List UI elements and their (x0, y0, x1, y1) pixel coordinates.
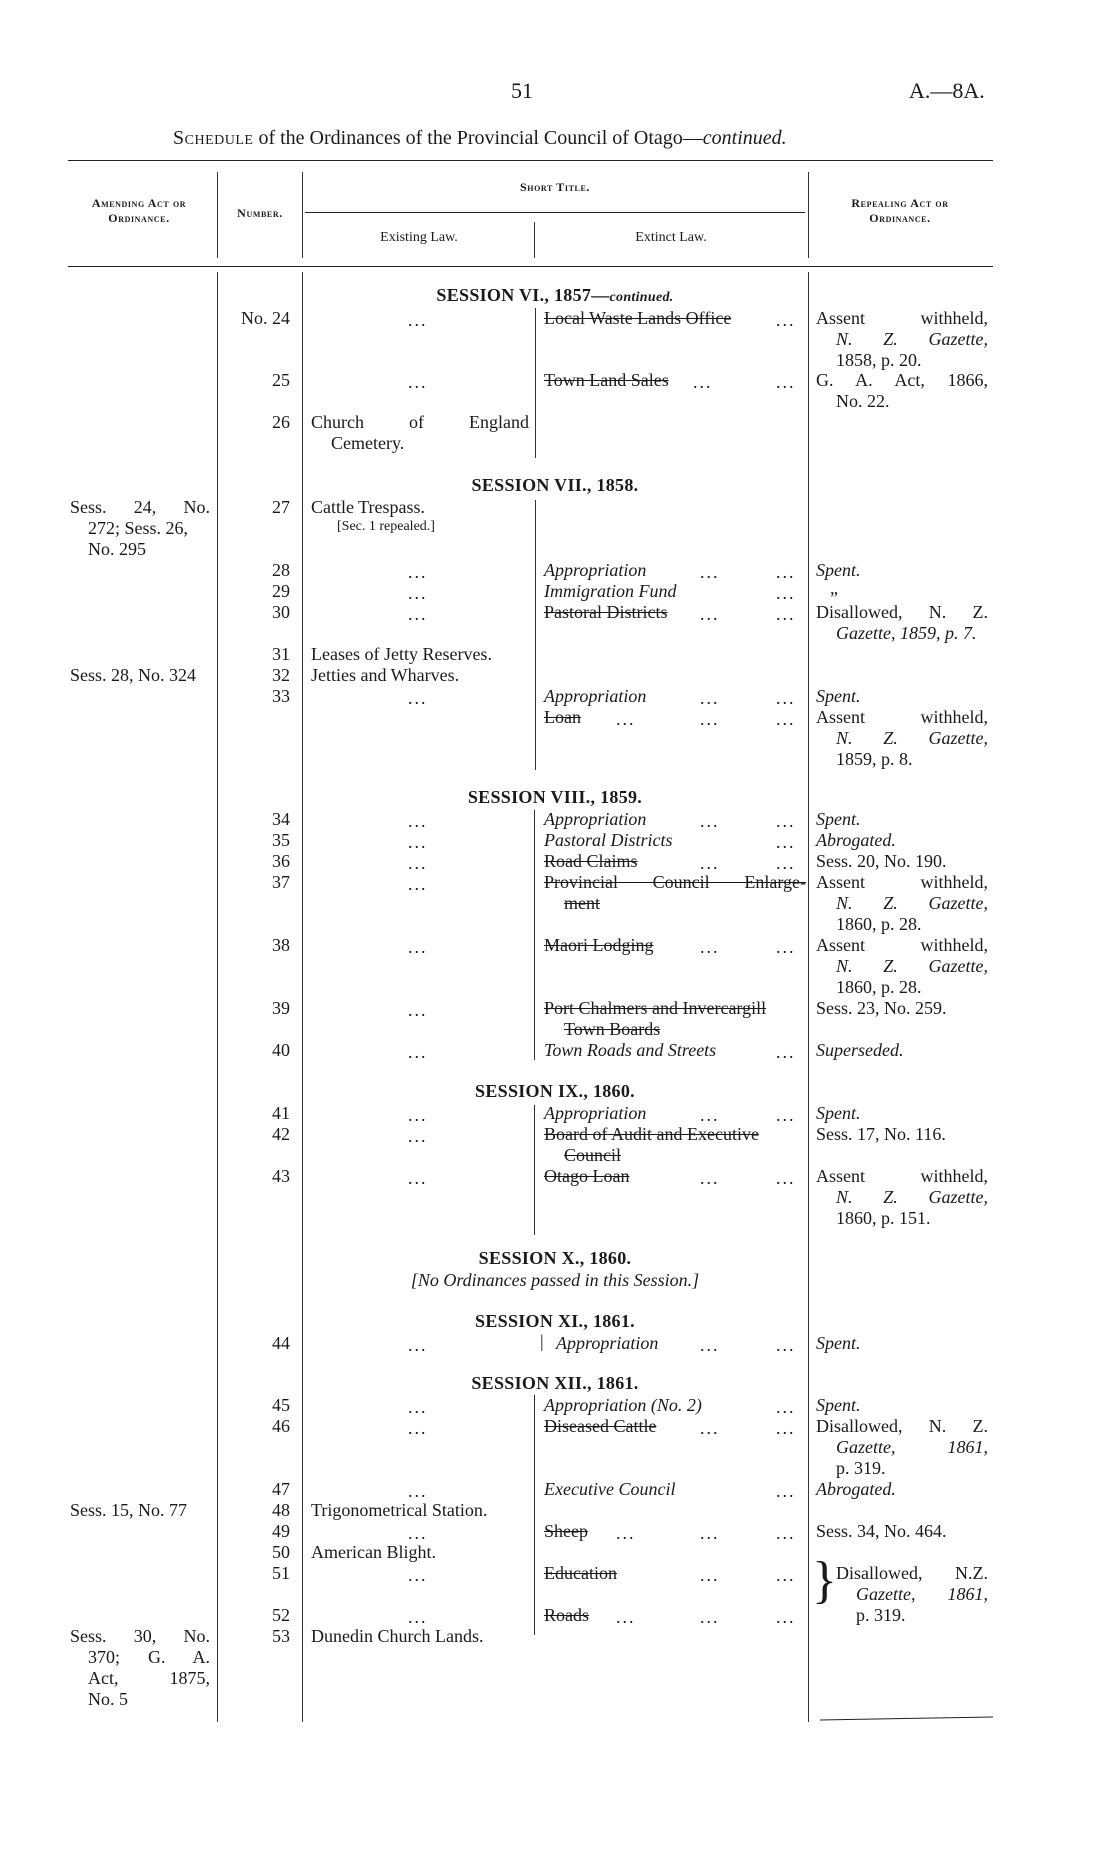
repealing-cell: Sess. 34, No. 464. (816, 1521, 947, 1541)
dots: ... (776, 1335, 796, 1355)
extinct-law: Appropriation (544, 809, 647, 829)
existing-law: Trigonometrical Station. (311, 1500, 488, 1520)
extinct-law: Maori Lodging (544, 935, 654, 955)
extinct-law: Town Roads and Streets (544, 1040, 717, 1060)
header-existing-law: Existing Law. (380, 230, 458, 245)
dots: ... (776, 583, 796, 603)
number-cell: 25 (272, 370, 290, 390)
dots: ... (776, 1418, 796, 1438)
repealing-cell: Spent. (816, 1395, 861, 1415)
header-repealing: Repealing Act or Ordinance. (851, 196, 949, 225)
repealing-cell: Spent. Assent withheld, N. Z. Gazette, 1859, p. 8. (816, 686, 988, 769)
dots: ... (700, 853, 720, 873)
existing-law: Leases of Jetty Reserves. (311, 644, 492, 664)
dots: ... (776, 937, 796, 957)
repealing-cell: Spent. (816, 1103, 861, 1123)
repealing-cell: Disallowed, N.Z. Gazette, 1861, p. 319. (836, 1563, 988, 1625)
extinct-law: Roads (544, 1605, 589, 1625)
page-number: 51 (511, 78, 533, 103)
number-cell: 30 (272, 602, 290, 622)
amending-cell: Sess. 30, No. 370; G. A. Act, 1875, No. 5 (70, 1626, 210, 1709)
repealing-cell: Spent. (816, 809, 861, 829)
dots: ... (700, 709, 720, 729)
repealing-cell: Superseded. (816, 1040, 904, 1060)
dots: ... (776, 811, 796, 831)
dots: ... (408, 688, 428, 708)
extinct-law: Appropriation (556, 1333, 659, 1353)
dots: ... (700, 688, 720, 708)
brace-glyph: } (812, 1552, 837, 1609)
number-cell: 52 (272, 1605, 290, 1625)
dots: ... (408, 1042, 428, 1062)
number-cell: 40 (272, 1040, 290, 1060)
number-cell: 31 (272, 644, 290, 664)
dots: ... (776, 688, 796, 708)
dots: ... (616, 709, 636, 729)
dots: ... (700, 1418, 720, 1438)
dots: ... (408, 604, 428, 624)
repealing-cell: Assent withheld, N. Z. Gazette, 1860, p. 28. (816, 935, 988, 997)
dots: ... (700, 1335, 720, 1355)
dots: ... (408, 1418, 428, 1438)
dots: ... (776, 1397, 796, 1417)
repealing-cell: Spent. (816, 560, 861, 580)
amending-cell: Sess. 24, No. 272; Sess. 26, No. 295 (70, 497, 210, 559)
document-ref: A.—8A. (909, 78, 985, 103)
existing-law: American Blight. (311, 1542, 436, 1562)
dots: ... (408, 562, 428, 582)
dots: ... (776, 853, 796, 873)
number-cell: 49 (272, 1521, 290, 1541)
dots: ... (408, 853, 428, 873)
number-cell: 45 (272, 1395, 290, 1415)
number-cell: No. 24 (241, 308, 290, 328)
number-cell: 34 (272, 809, 290, 829)
dots: ... (700, 562, 720, 582)
amending-cell: Sess. 15, No. 77 (70, 1500, 188, 1520)
session-heading: SESSION XI., 1861. (475, 1311, 635, 1331)
extinct-law: Pastoral Districts (544, 602, 668, 622)
number-cell: 46 (272, 1416, 290, 1436)
dots: ... (408, 1565, 428, 1585)
dots: ... (776, 604, 796, 624)
dots: ... (408, 811, 428, 831)
number-cell: 48 (272, 1500, 290, 1520)
existing-law: Dunedin Church Lands. (311, 1626, 484, 1646)
title-prefix: Schedule (173, 127, 254, 149)
dots: ... (776, 1607, 796, 1627)
number-cell: 38 (272, 935, 290, 955)
extinct-law: Sheep (544, 1521, 588, 1541)
extinct-law: Appropriation (544, 560, 647, 580)
dots: ... (700, 937, 720, 957)
header-short-title: Short Title. (519, 180, 591, 194)
number-cell: 42 (272, 1124, 290, 1144)
dots: ... (700, 811, 720, 831)
header-extinct-law: Extinct Law. (635, 230, 707, 245)
repealing-cell: G. A. Act, 1866, No. 22. (816, 370, 988, 411)
dots: ... (408, 1126, 428, 1146)
dots: ... (408, 832, 428, 852)
extinct-law: Appropriation Loan (544, 686, 647, 727)
dots: ... (408, 1523, 428, 1543)
existing-law: Jetties and Wharves. (311, 665, 460, 685)
repealing-cell: Abrogated. (816, 830, 896, 850)
dots: ... (700, 1105, 720, 1125)
extinct-law: Executive Council (544, 1479, 676, 1499)
number-cell: 44 (272, 1333, 290, 1353)
repealing-cell: Assent withheld, N. Z. Gazette, 1860, p. 28. (816, 872, 988, 934)
ditto-mark: „ (830, 578, 838, 598)
dots: ... (616, 1523, 636, 1543)
number-cell: 26 (272, 412, 290, 432)
repealing-cell: Sess. 23, No. 259. (816, 998, 947, 1018)
extinct-law: Board of Audit and Executive Council (544, 1124, 759, 1165)
dots: ... (408, 310, 428, 330)
dots: ... (776, 1565, 796, 1585)
dots: ... (700, 604, 720, 624)
session-heading: SESSION VIII., 1859. (467, 787, 643, 807)
dots: ... (776, 832, 796, 852)
repealing-cell: Spent. (816, 1333, 861, 1353)
header-number: Number. (237, 206, 283, 220)
dots: ... (408, 1000, 428, 1020)
dots: ... (408, 372, 428, 392)
title-main: of the Ordinances of the Provincial Council of Otago— (258, 127, 703, 149)
extinct-law: Local Waste Lands Office (544, 308, 732, 328)
existing-law: Church of England Cemetery. (311, 412, 529, 453)
dots: ... (408, 1397, 428, 1417)
number-cell: 28 (272, 560, 290, 580)
number-cell: 47 (272, 1479, 290, 1499)
extinct-law: Road Claims (544, 851, 638, 871)
dots: ... (776, 1481, 796, 1501)
dots: ... (776, 1523, 796, 1543)
dots: ... (700, 1168, 720, 1188)
extinct-law: Appropriation (544, 1103, 647, 1123)
extinct-law: Diseased Cattle (544, 1416, 657, 1436)
number-cell: 39 (272, 998, 290, 1018)
number-cell: 43 (272, 1166, 290, 1186)
extinct-law: Pastoral Districts (544, 830, 673, 850)
existing-law: Cattle Trespass. (311, 497, 426, 517)
existing-note: [Sec. 1 repealed.] (337, 519, 435, 534)
dots: ... (776, 562, 796, 582)
dots: ... (408, 937, 428, 957)
extinct-law: Town Land Sales (544, 370, 669, 390)
number-cell: 29 (272, 581, 290, 601)
dots: ... (776, 372, 796, 392)
session-heading: SESSION VI., 1857—continued. (436, 285, 674, 305)
title-suffix: continued. (702, 127, 787, 149)
number-cell: 51 (272, 1563, 290, 1583)
dots: ... (776, 709, 796, 729)
dots: ... (408, 1105, 428, 1125)
dots: ... (700, 1565, 720, 1585)
number-cell: 53 (272, 1626, 290, 1646)
dots: ... (776, 310, 796, 330)
dots: ... (408, 1481, 428, 1501)
repealing-cell: Sess. 17, No. 116. (816, 1124, 946, 1144)
extinct-law: Immigration Fund (544, 581, 677, 601)
repealing-cell: Disallowed, N. Z. Gazette, 1859, p. 7. (816, 602, 988, 643)
number-cell: 27 (272, 497, 290, 517)
session-heading: SESSION IX., 1860. (475, 1081, 635, 1101)
repealing-cell: Disallowed, N. Z. Gazette, 1861, p. 319. (816, 1416, 988, 1478)
dots: ... (776, 1042, 796, 1062)
column-bar: | (540, 1331, 544, 1351)
dots: ... (700, 1523, 720, 1543)
dots: ... (408, 1168, 428, 1188)
number-cell: 35 (272, 830, 290, 850)
number-cell: 36 (272, 851, 290, 871)
dots: ... (700, 1607, 720, 1627)
amending-cell: Sess. 28, No. 324 (70, 665, 197, 685)
extinct-law: Port Chalmers and Invercargill Town Boards (544, 998, 767, 1039)
extinct-law: Provincial Council Enlarge- ment (544, 872, 806, 913)
extinct-law: Education (544, 1563, 617, 1583)
dots: ... (408, 1335, 428, 1355)
number-cell: 37 (272, 872, 290, 892)
session-heading: SESSION X., 1860. (478, 1248, 632, 1268)
dots: ... (693, 372, 713, 392)
extinct-law: Appropriation (No. 2) (544, 1395, 702, 1415)
number-cell: 32 (272, 665, 290, 685)
session-heading: SESSION VII., 1858. (471, 475, 639, 495)
number-cell: 50 (272, 1542, 290, 1562)
dots: ... (616, 1607, 636, 1627)
dots: ... (776, 1168, 796, 1188)
dots: ... (408, 1607, 428, 1627)
header-amending: Amending Act or Ordinance. (91, 196, 187, 225)
page-title (173, 127, 787, 150)
number-cell: 33 (272, 686, 290, 706)
session-heading: SESSION XII., 1861. (471, 1373, 639, 1393)
dots: ... (408, 583, 428, 603)
repealing-cell: Assent withheld, N. Z. Gazette, 1860, p. 151. (816, 1166, 988, 1228)
number-cell: 41 (272, 1103, 290, 1123)
dots: ... (776, 1105, 796, 1125)
extinct-law: Otago Loan (544, 1166, 630, 1186)
repealing-cell: Assent withheld, N. Z. Gazette, 1858, p. 20. (816, 308, 988, 370)
dots: ... (408, 874, 428, 894)
repealing-cell: Sess. 20, No. 190. (816, 851, 947, 871)
session-note: [No Ordinances passed in this Session.] (410, 1270, 700, 1290)
repealing-cell: Abrogated. (816, 1479, 896, 1499)
